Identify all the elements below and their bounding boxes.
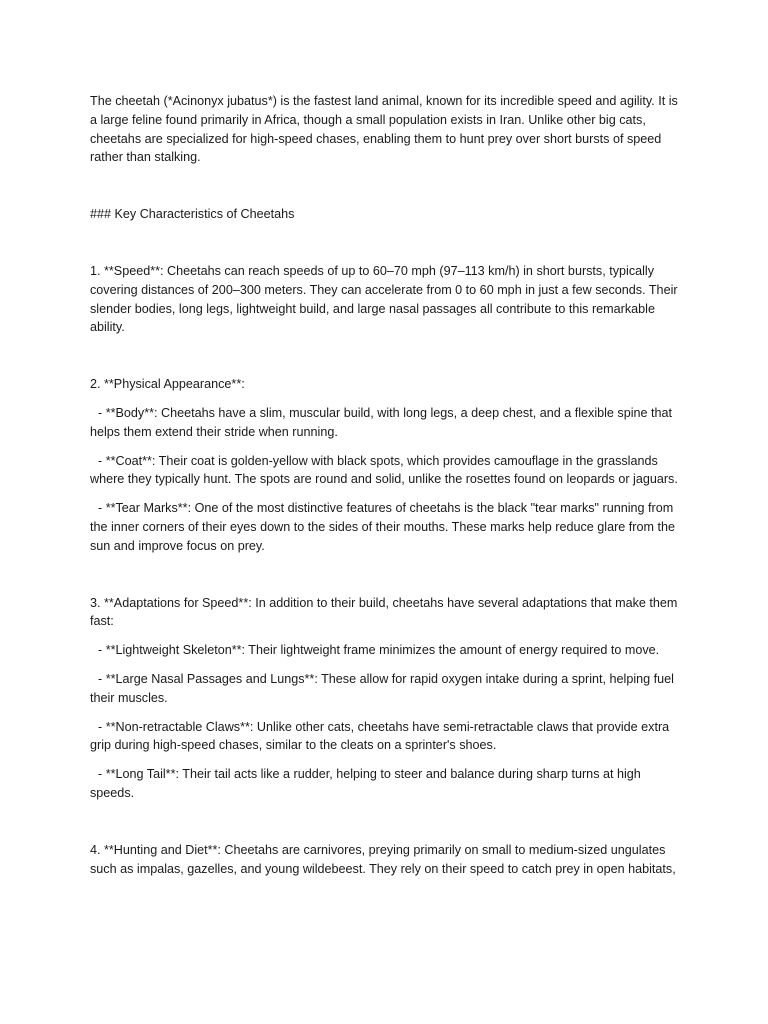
speed-item: 1. **Speed**: Cheetahs can reach speeds of up to 60–70 mph (97–113 km/h) in short bursts, typically covering distances of 200–300 meters. They can accelerate from 0 to 60 mph in just a few seconds. Their slender bodies, long legs, lightweight build, and large nasal passages all contribute to this remarkable ability.: [90, 263, 678, 335]
hunting-item: 4. **Hunting and Diet**: Cheetahs are carnivores, preying primarily on small to medium-sized ungulates such as impalas, gazelles, and young wildebeest. They rely on their speed to catch prey in open habitats,: [90, 842, 676, 876]
appearance-tear-marks-item: - **Tear Marks**: One of the most distinctive features of cheetahs is the black "tear marks" running from the inner corners of their eyes down to the sides of their mouths. These marks help reduce glare from the sun and improve focus on prey.: [90, 501, 675, 553]
adaptation-claws-item: - **Non-retractable Claws**: Unlike other cats, cheetahs have semi-retractable claws that provide extra grip during high-speed chases, similar to the cleats on a sprinter's shoes.: [90, 719, 670, 753]
appearance-coat-item: - **Coat**: Their coat is golden-yellow with black spots, which provides camouflage in the grasslands where they typically hunt. The spots are round and solid, unlike the rosettes found on leopards or jaguars.: [90, 453, 678, 487]
adaptation-nasal-item: - **Large Nasal Passages and Lungs**: These allow for rapid oxygen intake during a sprint, helping fuel their muscles.: [90, 671, 674, 705]
adaptation-skeleton-item: - **Lightweight Skeleton**: Their lightweight frame minimizes the amount of energy required to move.: [98, 643, 660, 658]
appearance-title: 2. **Physical Appearance**:: [90, 377, 245, 392]
intro-paragraph: The cheetah (*Acinonyx jubatus*) is the fastest land animal, known for its incredible speed and agility. It is a large feline found primarily in Africa, though a small population exists in Iran. Unlike other big cats, cheetahs are specialized for high-speed chases, enabling them to hunt prey over short bursts of speed rather than stalking.: [90, 94, 678, 165]
section-heading: ### Key Characteristics of Cheetahs: [90, 207, 295, 222]
adaptation-tail-item: - **Long Tail**: Their tail acts like a rudder, helping to steer and balance during sharp turns at high speeds.: [90, 767, 641, 800]
document-body: [90, 92, 684, 878]
adaptations-title: 3. **Adaptations for Speed**: In addition to their build, cheetahs have several adaptations that make them fast:: [90, 595, 678, 629]
appearance-body-item: - **Body**: Cheetahs have a slim, muscular build, with long legs, a deep chest, and a flexible spine that helps them extend their stride when running.: [90, 405, 673, 439]
